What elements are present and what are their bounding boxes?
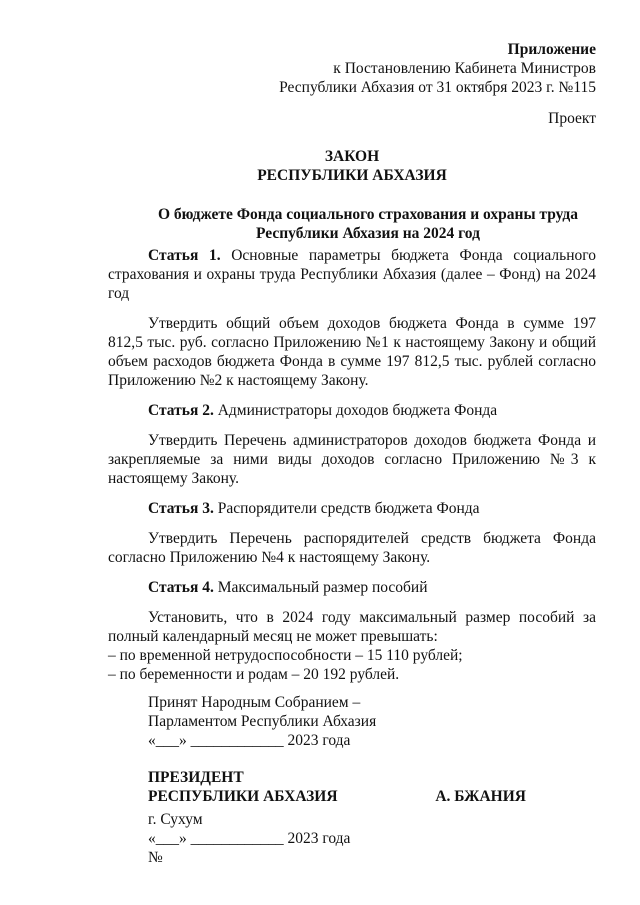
adoption-block [148,693,376,750]
signing-date: «___» ____________ 2023 года [148,830,351,847]
signatory-name: А. БЖАНИЯ [435,788,526,805]
article-4-number: Статья 4. [148,579,214,596]
article-3-heading [108,499,596,518]
article-2-title: Администраторы доходов бюджета Фонда [217,402,498,419]
law-title [108,147,596,185]
article-4-body [108,608,596,684]
law-subject-line-2: Республики Абхазия на 2024 год [256,225,480,242]
article-2-number: Статья 2. [148,402,214,419]
place-date-block [148,810,350,867]
adoption-date: «___» ____________ 2023 года [148,732,351,749]
annex-title: Приложение [507,41,596,58]
signature-block [148,768,526,806]
article-3-title: Распорядители средств бюджета Фонда [217,500,480,517]
project-label: Проект [548,110,596,127]
article-1-title: Основные параметры бюджета Фонда социального страхования и охраны труда Республики Абхазия (далее – Фонд) на 2024 год [108,247,596,302]
law-subject-line-1: О бюджете Фонда социального страхования и охраны труда [157,206,579,223]
annex-block [279,40,596,97]
article-3-paragraph: Утвердить Перечень распорядителей средств бюджета Фонда согласно Приложению №4 к настоящему Закону. [108,530,596,566]
signature-title-1: ПРЕЗИДЕНТ [148,769,244,786]
law-title-line-2: РЕСПУБЛИКИ АБХАЗИЯ [257,167,447,184]
adoption-line-2: Парламентом Республики Абхазия [148,713,377,730]
law-title-line-1: ЗАКОН [324,148,380,165]
law-subject [140,205,596,243]
article-4-paragraph: Установить, что в 2024 году максимальный размер пособий за полный календарный месяц не может превышать: [108,609,596,645]
article-1-paragraph: Утвердить общий объем доходов бюджета Фонда в сумме 197 812,5 тыс. руб. согласно Приложению №1 к настоящему Закону и общий объем расходов бюджета Фонда в сумме 197 812,5 тыс. рублей согласно Приложению №2 к настоящему Закону. [108,315,596,389]
article-4-title: Максимальный размер пособий [217,579,428,596]
article-4-item-2: – по беременности и родам – 20 192 рублей. [108,666,400,683]
article-3-number: Статья 3. [148,500,214,517]
signature-row [148,787,526,806]
article-1-number: Статья 1. [148,247,221,264]
adoption-line-1: Принят Народным Собранием – [148,694,361,711]
document-number: № [148,849,163,866]
signature-title-2: РЕСПУБЛИКИ АБХАЗИЯ [148,788,338,805]
annex-line-1: к Постановлению Кабинета Министров [333,60,596,77]
article-4-heading [108,578,596,597]
city: г. Сухум [148,811,203,828]
article-4-item-1: – по временной нетрудоспособности – 15 110 рублей; [108,647,463,664]
article-2-heading [108,401,596,420]
annex-line-2: Республики Абхазия от 31 октября 2023 г. №115 [279,79,596,96]
article-2-paragraph: Утвердить Перечень администраторов доходов бюджета Фонда и закрепляемые за ними виды доходов согласно Приложению №3 к настоящему Закону. [108,432,596,487]
article-1-heading [108,246,596,303]
law-body [108,246,596,684]
